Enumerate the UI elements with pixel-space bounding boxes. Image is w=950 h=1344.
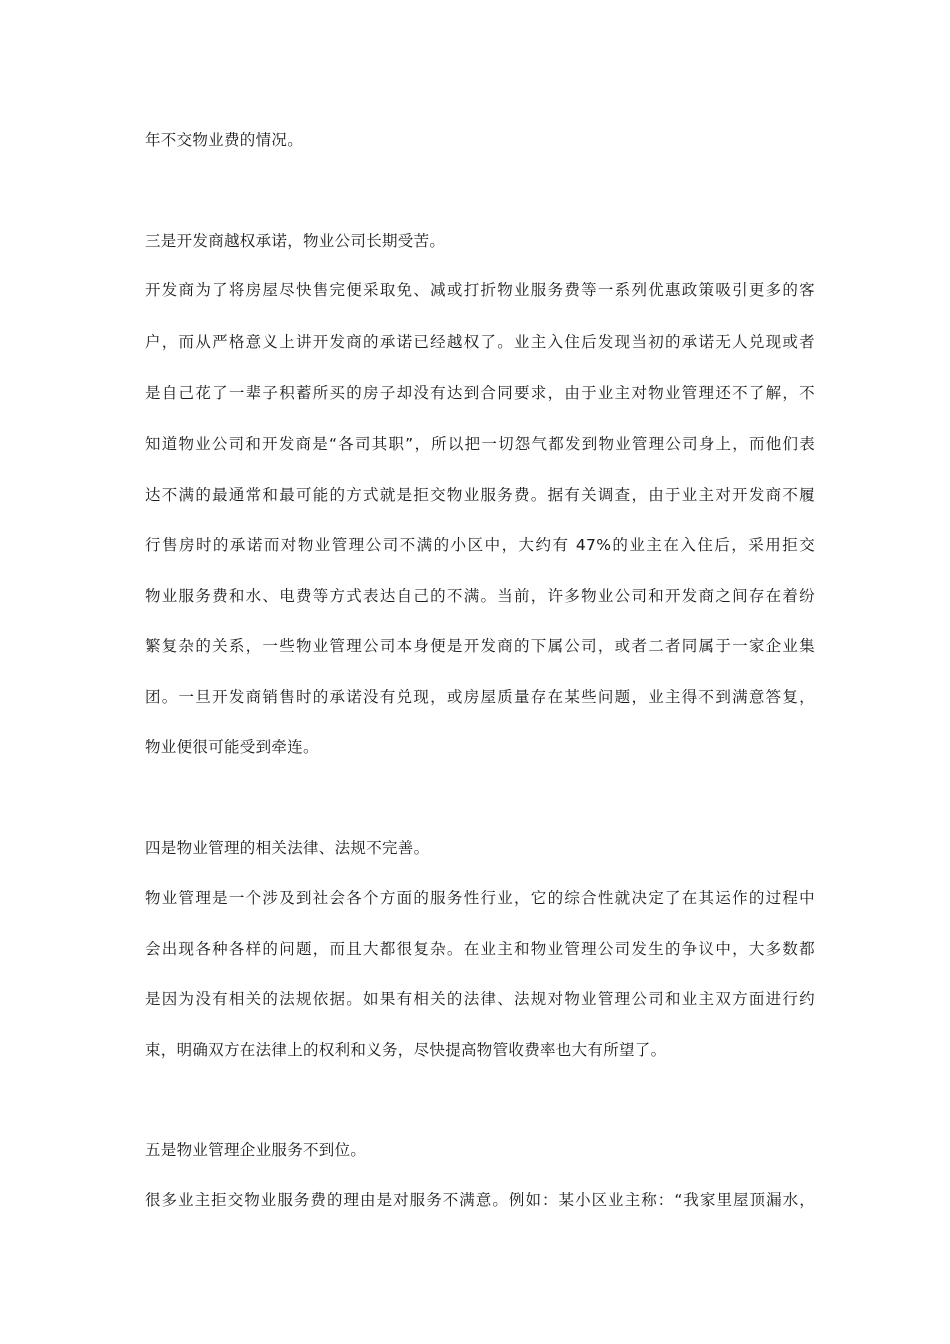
paragraph-line: 团。一旦开发商销售时的承诺没有兑现，或房屋质量存在某些问题，业主得不到满意答复， <box>145 688 815 706</box>
paragraph-line: 年不交物业费的情况。 <box>145 131 304 149</box>
paragraph-line: 行售房时的承诺而对物业管理公司不满的小区中，大约有 47%的业主在入住后，采用拒交 <box>145 536 815 554</box>
paragraph-line: 繁复杂的关系，一些物业管理公司本身便是开发商的下属公司，或者二者同属于一家企业集 <box>145 637 815 655</box>
section-heading: 三是开发商越权承诺，物业公司长期受苦。 <box>145 232 446 250</box>
paragraph-line: 物业服务费和水、电费等方式表达自己的不满。当前，许多物业公司和开发商之间存在着纷 <box>145 587 815 605</box>
paragraph-line: 很多业主拒交物业服务费的理由是对服务不满意。例如：某小区业主称：“我家里屋顶漏水， <box>145 1191 815 1209</box>
paragraph-line: 是因为没有相关的法规依据。如果有相关的法律、法规对物业管理公司和业主双方面进行约 <box>145 990 815 1008</box>
section-heading: 四是物业管理的相关法律、法规不完善。 <box>145 839 430 857</box>
paragraph-line: 户，而从严格意义上讲开发商的承诺已经越权了。业主入住后发现当初的承诺无人兑现或者 <box>145 333 815 351</box>
paragraph-line: 束，明确双方在法律上的权利和义务，尽快提高物管收费率也大有所望了。 <box>145 1041 667 1059</box>
paragraph-line: 知道物业公司和开发商是“各司其职”，所以把一切怨气都发到物业管理公司身上，而他们表 <box>145 435 815 453</box>
section-heading: 五是物业管理企业服务不到位。 <box>145 1141 367 1159</box>
paragraph-line: 开发商为了将房屋尽快售完便采取免、减或打折物业服务费等一系列优惠政策吸引更多的客 <box>145 281 815 299</box>
paragraph-line: 是自己花了一辈子积蓄所买的房子却没有达到合同要求，由于业主对物业管理还不了解，不 <box>145 384 815 402</box>
paragraph-line: 达不满的最通常和最可能的方式就是拒交物业服务费。据有关调查，由于业主对开发商不履 <box>145 486 815 504</box>
paragraph-line: 物业便很可能受到牵连。 <box>145 738 319 756</box>
paragraph-line: 会出现各种各样的问题，而且大都很复杂。在业主和物业管理公司发生的争议中，大多数都 <box>145 940 815 958</box>
paragraph-line: 物业管理是一个涉及到社会各个方面的服务性行业，它的综合性就决定了在其运作的过程中 <box>145 889 815 907</box>
